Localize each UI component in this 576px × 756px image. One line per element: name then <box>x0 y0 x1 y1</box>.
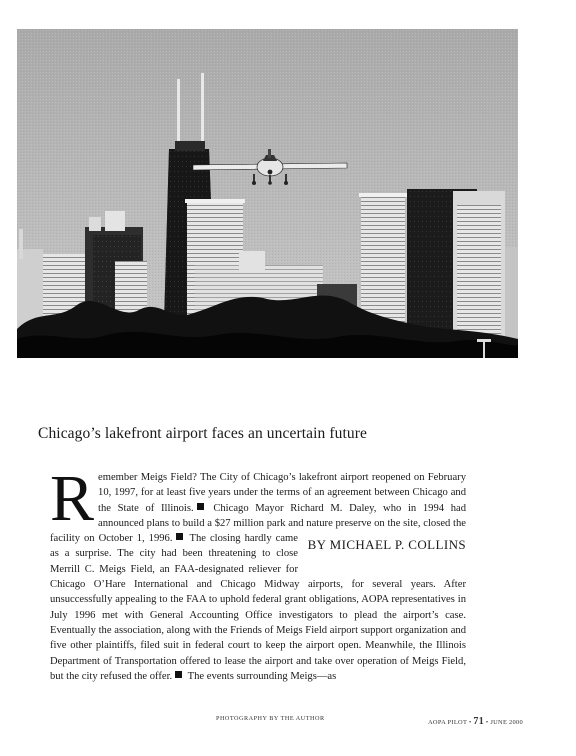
folio-date: JUNE 2000 <box>490 719 524 726</box>
paragraph-4: The events surrounding Meigs—as <box>187 670 337 682</box>
section-square-icon <box>197 503 204 510</box>
section-square-icon <box>176 533 183 540</box>
article-subtitle: Chicago’s lakefront airport faces an uncertain future <box>38 425 367 442</box>
paragraph-3: The closing hardly came as a surprise. The city had been threatening to close Merrill C. Meigs Field, an FAA-designated reliever for Chicago O’Hare International and Chicago Midway airports, for several years. After unsuccessfully appealing to the FAA to uphold federal grant obligations, AOPA representatives in July 1996 met with General Accounting Office investigators to plead the airport’s case. Eventually the association, along with the Friends of Meigs Field airport support organization and five other plaintiffs, filed suit in federal court to keep the airport open. Meanwhile, the Illinois Department of Transportation offered to lease the airport and take over operation of Meigs Field, but the city refused the offer. <box>50 533 466 682</box>
photo-credit: PHOTOGRAPHY BY THE AUTHOR <box>216 715 325 722</box>
byline: BY MICHAEL P. COLLINS <box>307 537 466 553</box>
folio-magazine: AOPA PILOT <box>428 719 468 726</box>
paragraph-1: emember Meigs Field? The City of Chicago’s lakefront airport reopened on February 10, 1997, for at least five years under the terms of an agreement between Chicago and the State of Illinois. <box>98 472 466 514</box>
cover-photo <box>17 29 518 358</box>
folio-page-number: 71 <box>473 716 484 727</box>
article-body <box>50 462 466 684</box>
chicago-skyline-photo <box>17 29 518 358</box>
paragraph-2: Chicago Mayor Richard M. Daley, who in 1994 had announced plans to build a $27 million park and nature preserve on the site, closed the facility on October 1, 1996. <box>50 502 466 545</box>
section-square-icon <box>175 671 182 678</box>
page-folio: AOPA PILOT • 71 • JUNE 2000 <box>428 716 524 727</box>
drop-cap: R <box>50 462 95 535</box>
